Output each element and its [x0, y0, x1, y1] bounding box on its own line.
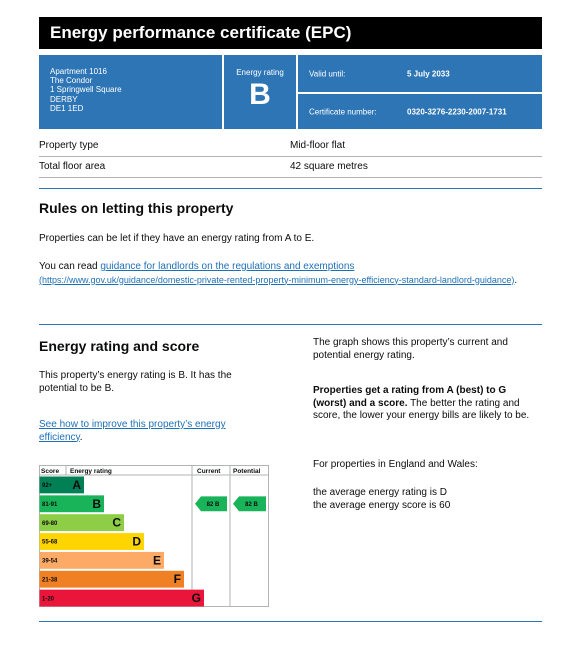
band-letter: G [191, 591, 201, 606]
address-line: The Condor [50, 76, 93, 86]
rating-intro: This property’s energy rating is B. It has the potential to be B. [39, 370, 232, 394]
rating-explanation-rest: The better the rating and score, the lower your energy bills are likely to be. [313, 397, 530, 421]
header-score: Score [41, 468, 60, 475]
certificate-number-value: 0320-3276-2230-2007-1731 [407, 107, 507, 116]
address-line: 1 Springwell Square [50, 85, 122, 95]
address-block [39, 55, 222, 129]
valid-until-label: Valid until: [309, 69, 346, 78]
floor-area-label: Total floor area [39, 161, 106, 172]
property-type-value: Mid-floor flat [290, 140, 346, 151]
header-energy-rating: Energy rating [70, 468, 112, 475]
energy-rating-box [224, 55, 296, 129]
band-letter: C [112, 515, 121, 530]
address-line: DE1 1ED [50, 103, 84, 113]
band-range-label: 39-54 [42, 558, 58, 565]
guidance-link[interactable]: guidance for landlords on the regulations and exemptions [100, 261, 355, 272]
band-letter: A [72, 477, 81, 492]
graph-description: The graph shows this property’s current and potential energy rating. [313, 337, 508, 361]
letting-paragraph: Properties can be let if they have an energy rating from A to E. [39, 233, 315, 244]
floor-area-row [39, 157, 542, 178]
band-letter: F [173, 572, 181, 587]
band-bar-g [66, 590, 204, 607]
certificate-number-box [298, 94, 542, 129]
improve-suffix: . [79, 431, 83, 443]
potential-rating-marker-label: 82 B [245, 501, 258, 508]
rating-explanation [313, 385, 542, 423]
current-rating-marker-label: 82 B [206, 501, 220, 508]
letting-guidance-paragraph [39, 261, 529, 287]
band-range-label: 81-91 [42, 501, 58, 508]
section-divider [39, 188, 542, 189]
floor-area-value: 42 square metres [290, 161, 368, 172]
letting-heading: Rules on letting this property [39, 200, 234, 216]
guidance-prefix: You can read [39, 261, 101, 272]
address-line: DERBY [50, 94, 78, 104]
property-type-row [39, 136, 542, 157]
band-letter: E [152, 553, 161, 568]
guidance-suffix: . [514, 274, 518, 286]
epc-rating-chart [39, 465, 269, 607]
property-type-label: Property type [39, 140, 99, 151]
energy-rating-value: B [249, 78, 271, 111]
improve-paragraph [39, 419, 264, 444]
band-bar-e [66, 552, 164, 569]
band-letter: D [132, 534, 141, 549]
header-current: Current [197, 468, 221, 475]
section-divider [39, 621, 542, 622]
valid-until-value: 5 July 2033 [407, 69, 450, 78]
rating-explanation-bold: Properties get a rating from A (best) to G (worst) and a score. [313, 385, 507, 409]
page-title: Energy performance certificate (EPC) [39, 17, 542, 49]
valid-until-box [298, 55, 542, 92]
region-note: For properties in England and Wales: [313, 459, 478, 470]
average-rating: the average energy rating is D [313, 487, 447, 498]
band-range-label: 1-20 [42, 596, 55, 603]
band-bar-f [66, 571, 184, 588]
improve-link[interactable]: See how to improve this property’s energy efficiency [39, 419, 226, 443]
band-letter: B [92, 496, 101, 511]
energy-rating-label: Energy rating [236, 68, 284, 77]
band-range-label: 92+ [42, 483, 53, 490]
band-range-label: 69-80 [42, 520, 58, 527]
band-range-label: 55-68 [42, 539, 58, 546]
section-divider [39, 324, 542, 325]
band-range-label: 21-38 [42, 577, 58, 584]
address-line: Apartment 1016 [50, 67, 107, 76]
certificate-number-label: Certificate number: [309, 107, 377, 116]
header-potential: Potential [233, 468, 261, 475]
guidance-url-link[interactable]: (https://www.gov.uk/guidance/domestic-private-rented-property-minimum-energy-efficiency-standard-landlord-guidance) [39, 274, 515, 285]
rating-heading: Energy rating and score [39, 338, 200, 354]
epc-chart-svg [39, 465, 269, 607]
average-score: the average energy score is 60 [313, 500, 451, 511]
